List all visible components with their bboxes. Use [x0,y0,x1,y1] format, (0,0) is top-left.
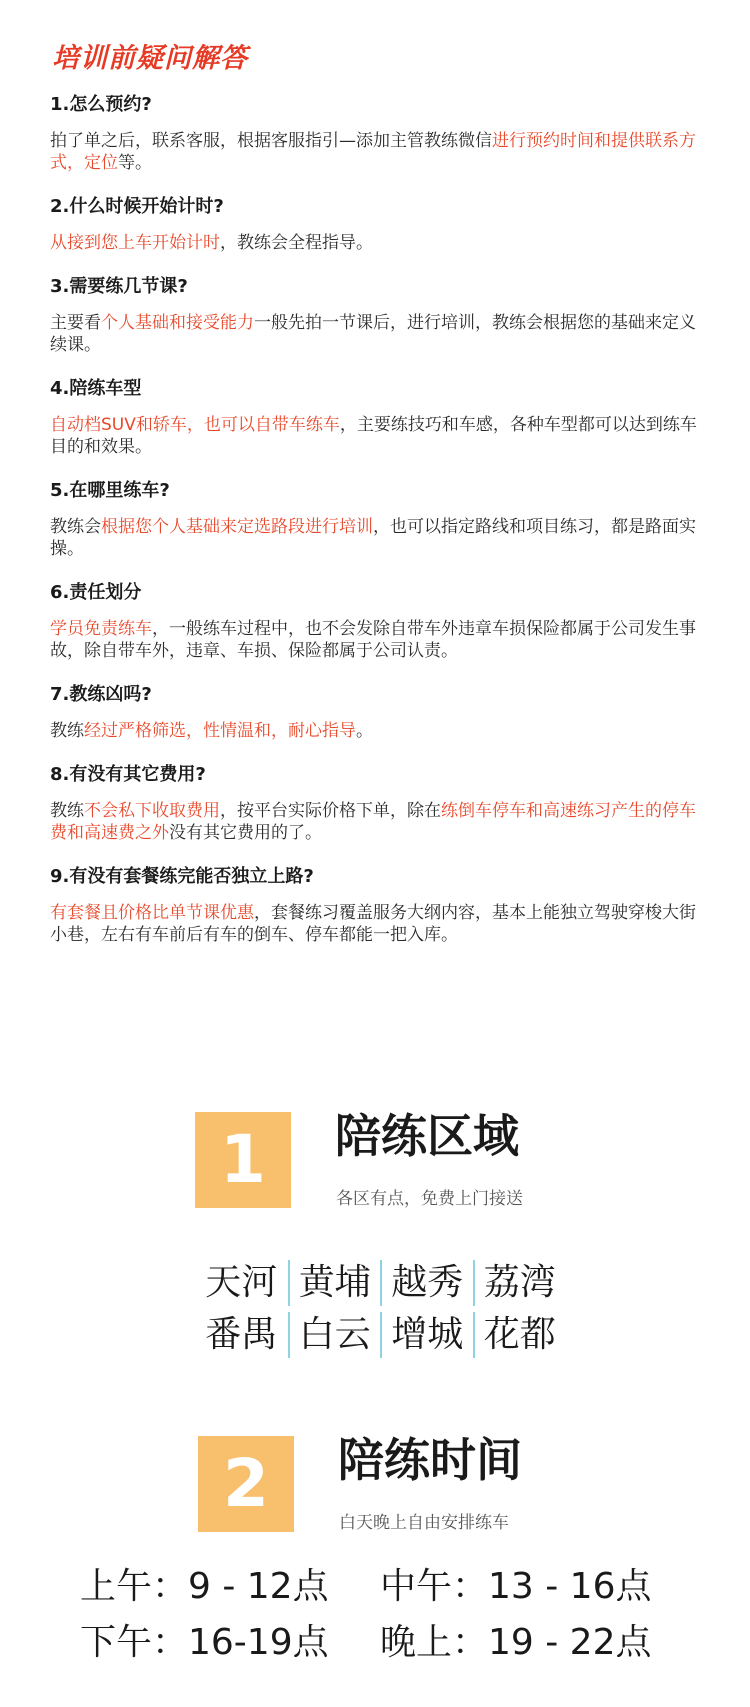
time-slot: 中午：13 - 16点 [380,1566,652,1607]
section-title: 陪练时间 [338,1433,522,1487]
faq-question: 2.什么时候开始计时? [50,196,224,217]
answer-text: 。 [356,721,373,741]
faq-list [50,92,710,966]
answer-text: ，也可以指定路线和项目练习，都是路面实操。 [50,517,696,559]
time-slot: 上午：9 - 12点 [80,1566,329,1607]
answer-text: 主要看 [50,313,101,333]
answer-highlight: 进行预约时间和提供联系方式，定位 [50,131,696,173]
answer-text: 教练会 [50,517,101,537]
faq-question: 6.责任划分 [50,582,142,603]
answer-text: ，套餐练习覆盖服务大纲内容，基本上能独立驾驶穿梭大街小巷，左右有车前后有车的倒车、停车都能一把入库。 [50,903,696,945]
area-list [195,1260,565,1358]
section-subtitle: 各区有点，免费上门接送 [336,1189,523,1209]
time-slot: 下午：16-19点 [80,1622,329,1663]
answer-highlight: 有套餐且价格比单节课优惠 [50,903,254,923]
section-area-header [0,1108,750,1218]
answer-text: 等。 [118,153,152,173]
answer-text: 拍了单之后，联系客服，根据客服指引—添加主管教练微信 [50,131,492,151]
section-number-badge: 1 [195,1112,291,1208]
area-item: 黄埔 [288,1260,381,1306]
answer-text: ，一般练车过程中，也不会发除自带车外违章车损保险都属于公司发生事故，除自带车外，违章、车损、保险都属于公司认责。 [50,619,696,661]
answer-text: ，教练会全程指导。 [220,233,373,253]
answer-highlight: 个人基础和接受能力 [101,313,254,333]
faq-answer [50,130,710,174]
faq-answer [50,414,710,458]
answer-text: 教练 [50,721,84,741]
faq-answer [50,312,710,356]
answer-text: 一般先拍一节课后，进行培训，教练会根据您的基础来定义续课。 [50,313,696,355]
faq-question: 1.怎么预约? [50,94,152,115]
faq-answer [50,902,710,946]
faq-answer [50,800,710,844]
answer-highlight: 经过严格筛选，性情温和，耐心指导 [84,721,356,741]
answer-text: ，主要练技巧和车感，各种车型都可以达到练车目的和效果。 [50,415,697,457]
answer-highlight: 根据您个人基础来定选路段进行培训 [101,517,373,537]
faq-title: 培训前疑问解答 [52,43,248,74]
faq-question: 3.需要练几节课? [50,276,188,297]
section-time-header [0,1432,750,1542]
area-item: 白云 [288,1312,381,1358]
area-item: 花都 [473,1312,566,1358]
answer-highlight: 从接到您上车开始计时 [50,233,220,253]
faq-question: 9.有没有套餐练完能否独立上路? [50,866,314,887]
area-item: 增城 [380,1312,473,1358]
faq-answer [50,720,710,742]
area-item: 番禺 [205,1314,278,1355]
answer-highlight: 学员免责练车 [50,619,152,639]
faq-question: 4.陪练车型 [50,378,142,399]
faq-question: 8.有没有其它费用? [50,764,206,785]
area-item: 天河 [205,1262,278,1303]
faq-question: 7.教练凶吗? [50,684,152,705]
faq-answer [50,618,710,662]
section-subtitle: 白天晚上自由安排练车 [339,1513,509,1533]
area-item: 越秀 [380,1260,473,1306]
answer-text: 教练 [50,801,84,821]
faq-question: 5.在哪里练车? [50,480,170,501]
faq-answer [50,516,710,560]
time-slot: 晚上：19 - 22点 [380,1622,652,1663]
faq-answer [50,232,710,254]
section-number-badge: 2 [198,1436,294,1532]
area-item: 荔湾 [473,1260,566,1306]
answer-highlight: 练倒车停车和高速练习产生的停车费和高速费之外 [50,801,696,843]
answer-text: ，按平台实际价格下单，除在 [220,801,441,821]
time-list [80,1564,680,1666]
answer-highlight: 自动档SUV和轿车，也可以自带车练车 [50,415,340,435]
answer-text: 没有其它费用的了。 [169,823,322,843]
section-title: 陪练区域 [335,1109,519,1163]
answer-highlight: 不会私下收取费用 [84,801,220,821]
